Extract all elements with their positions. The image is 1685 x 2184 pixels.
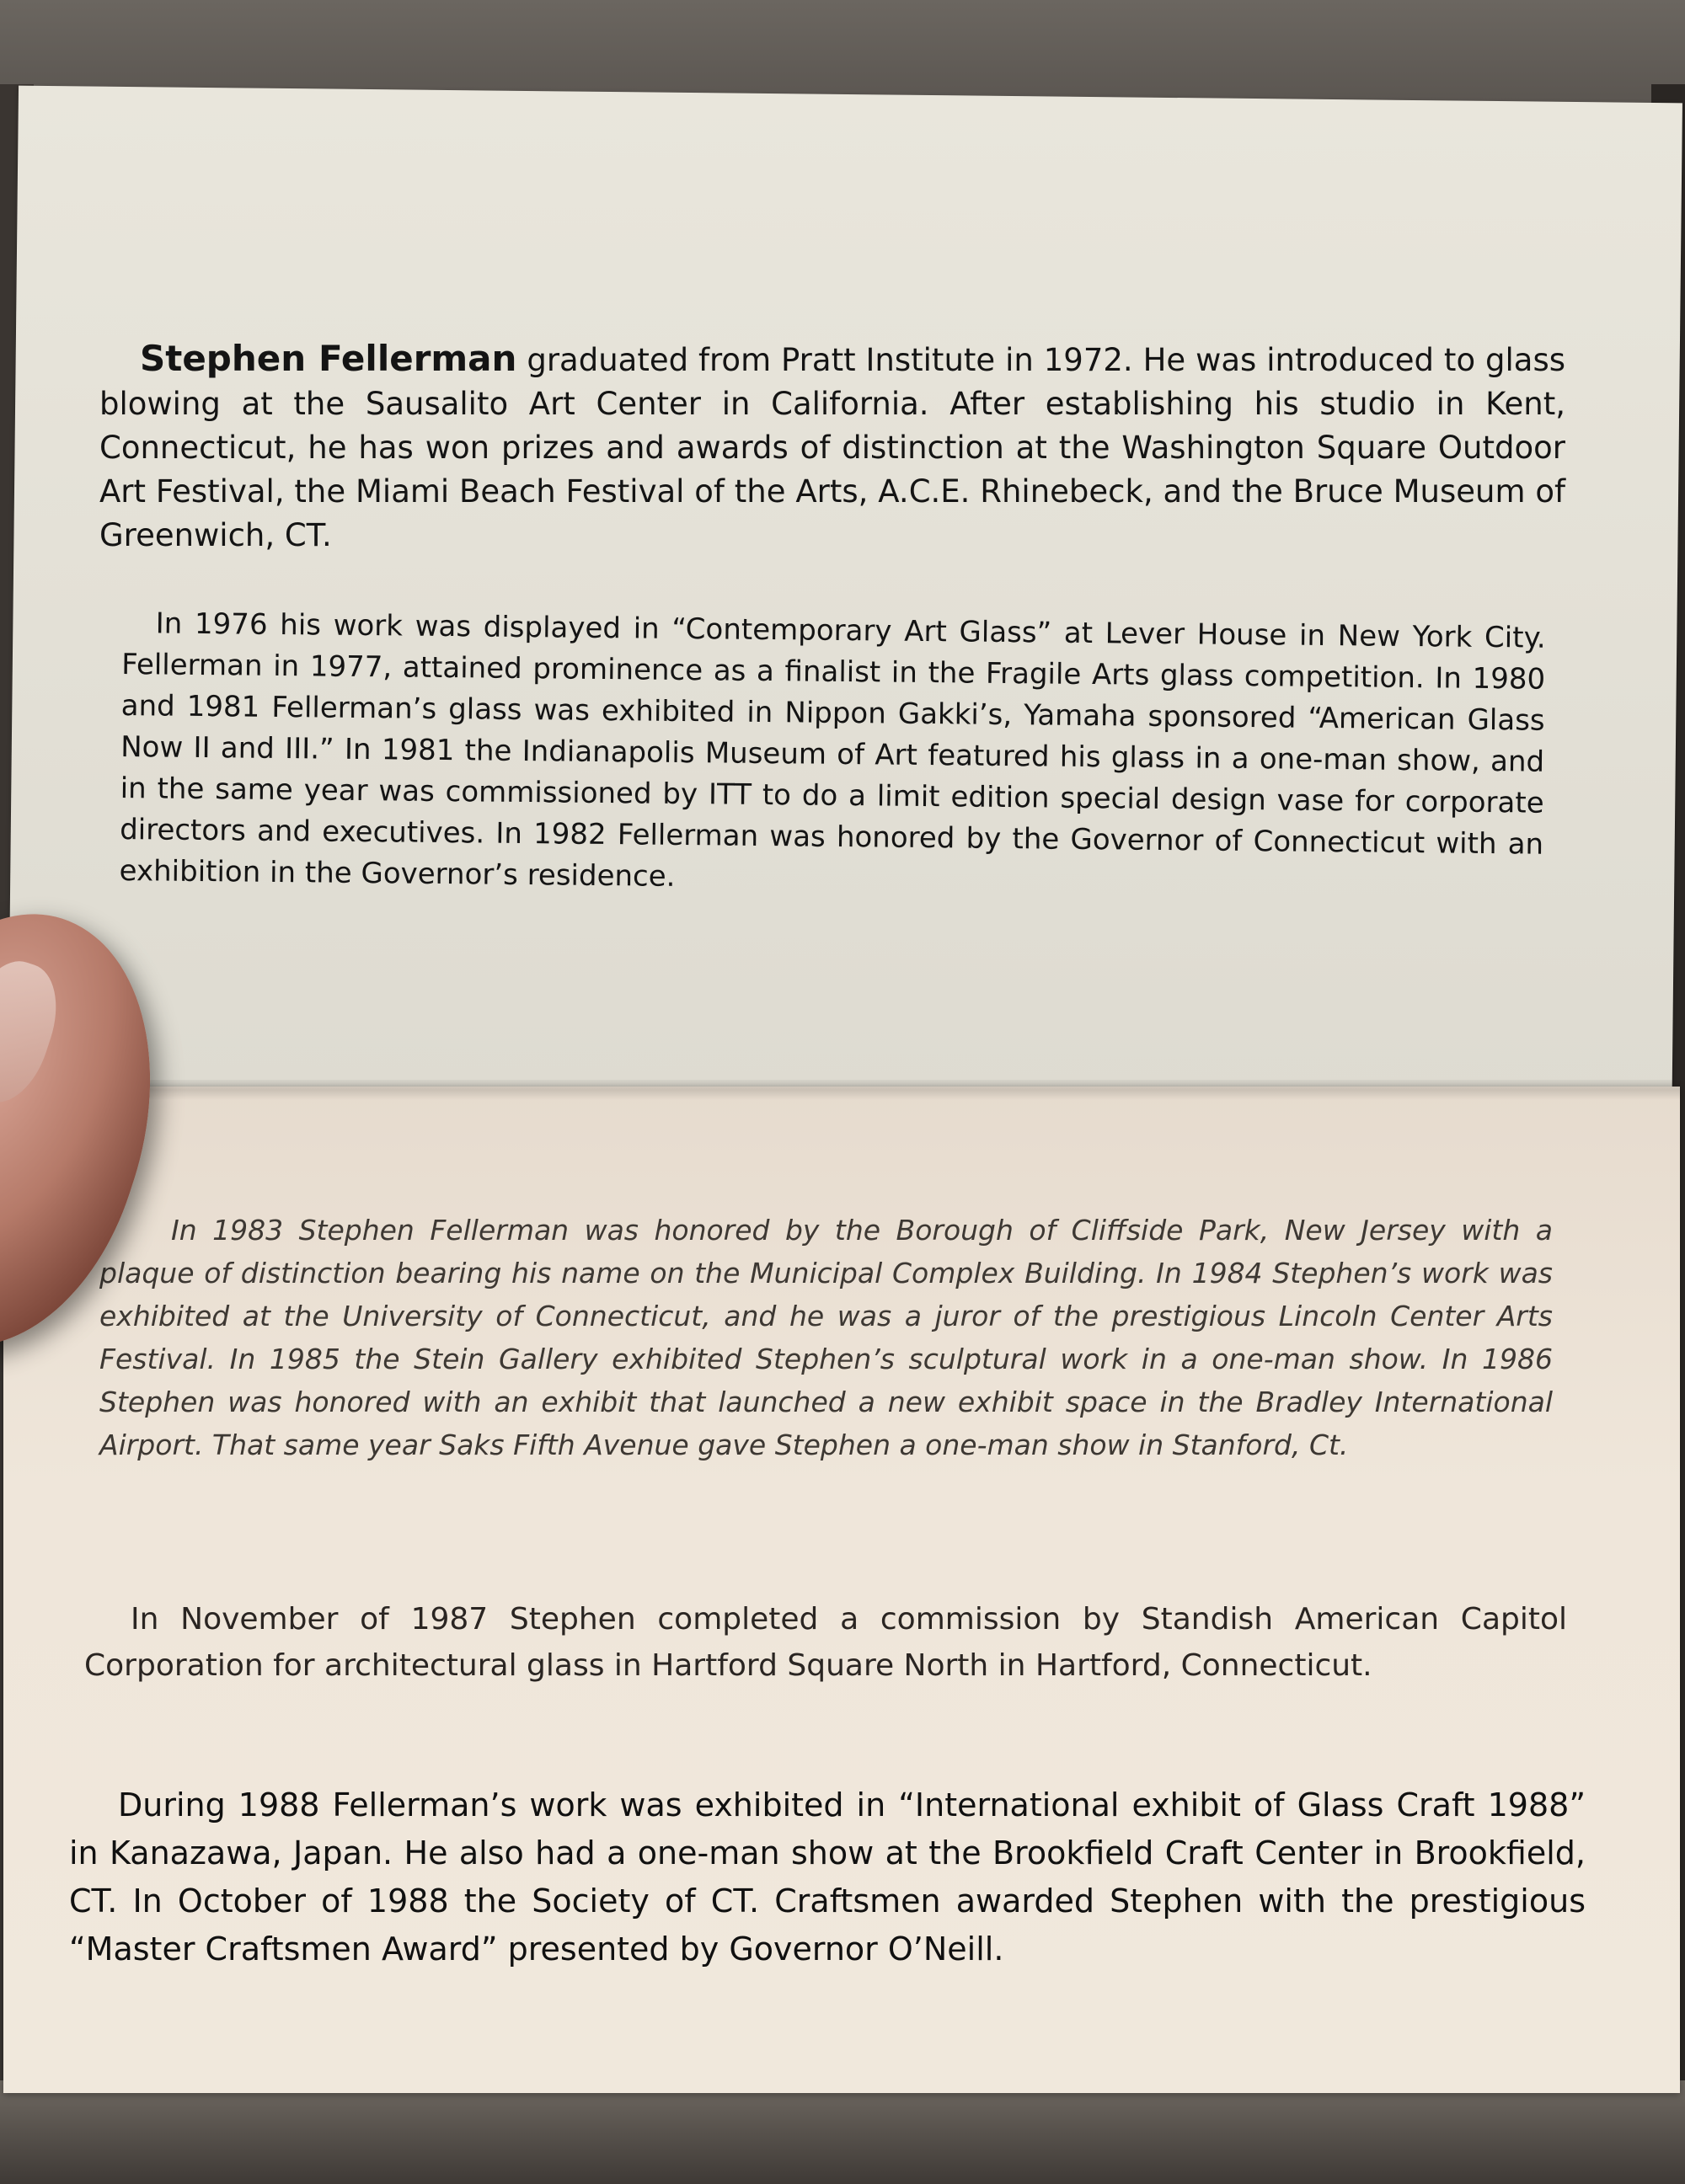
bio-paragraph-4: In November of 1987 Stephen completed a commission by Standish American Capitol Corporation for architectural glass in Hartford Square North in Hartford, Connecticut. [84, 1602, 1567, 1683]
bio-paragraph-1 [99, 337, 1565, 558]
bio-paragraph-2: In 1976 his work was displayed in “Contemporary Art Glass” at Lever House in New York City. Fellerman in 1977, attained prominence as a finalist in the Fragile Arts glass competition. In 1980 and 1981 Fellerman’s glass was exhibited in Nippon Gakki’s, Yamaha sponsored “American Glass Now II and III.” In 1981 the Indianapolis Museum of Art featured his glass in a one-man show, and in the same year was commissioned by ITT to do a limit edition special design vase for corporate directors and executives. In 1982 Fellerman was honored by the Governor of Connecticut with an exhibition in the Governor’s residence. [119, 606, 1546, 894]
card-upper-panel [8, 86, 1682, 1106]
bio-paragraph-5: During 1988 Fellerman’s work was exhibited in “International exhibit of Glass Craft 1988” in Kanazawa, Japan. He also had a one-man show at the Brookfield Craft Center in Brookfield, CT. In October of 1988 the Society of CT. Craftsmen awarded Stephen with the prestigious “Master Craftsmen Award” presented by Governor O’Neill. [69, 1786, 1586, 1968]
bio-paragraph-3: In 1983 Stephen Fellerman was honored by the Borough of Cliffside Park, New Jersey with a plaque of distinction bearing his name on the Municipal Complex Building. In 1984 Stephen’s work was exhibited at the University of Connecticut, and he was a juror of the prestigious Lincoln Center Arts Festival. In 1985 the Stein Gallery exhibited Stephen’s sculptural work in a one-man show. In 1986 Stephen was honored with an exhibit that launched a new exhibit space in the Bradley International Airport. That same year Saks Fifth Avenue gave Stephen a one-man show in Stanford, Ct. [99, 1214, 1553, 1461]
card-fold-crease [17, 1080, 1681, 1100]
background-bottom [0, 2080, 1685, 2184]
bio-paragraph-1-text: graduated from Pratt Institute in 1972. He was introduced to glass blowing at the Sausalito Art Center in California. After establishing his studio in Kent, Connecticut, he has won prizes and awards of distinction at the Washington Square Outdoor Art Festival, the Miami Beach Festival of the Arts, A.C.E. Rhinebeck, and the Bruce Museum of Greenwich, CT. [99, 342, 1565, 553]
artist-name: Stephen Fellerman [140, 338, 517, 379]
